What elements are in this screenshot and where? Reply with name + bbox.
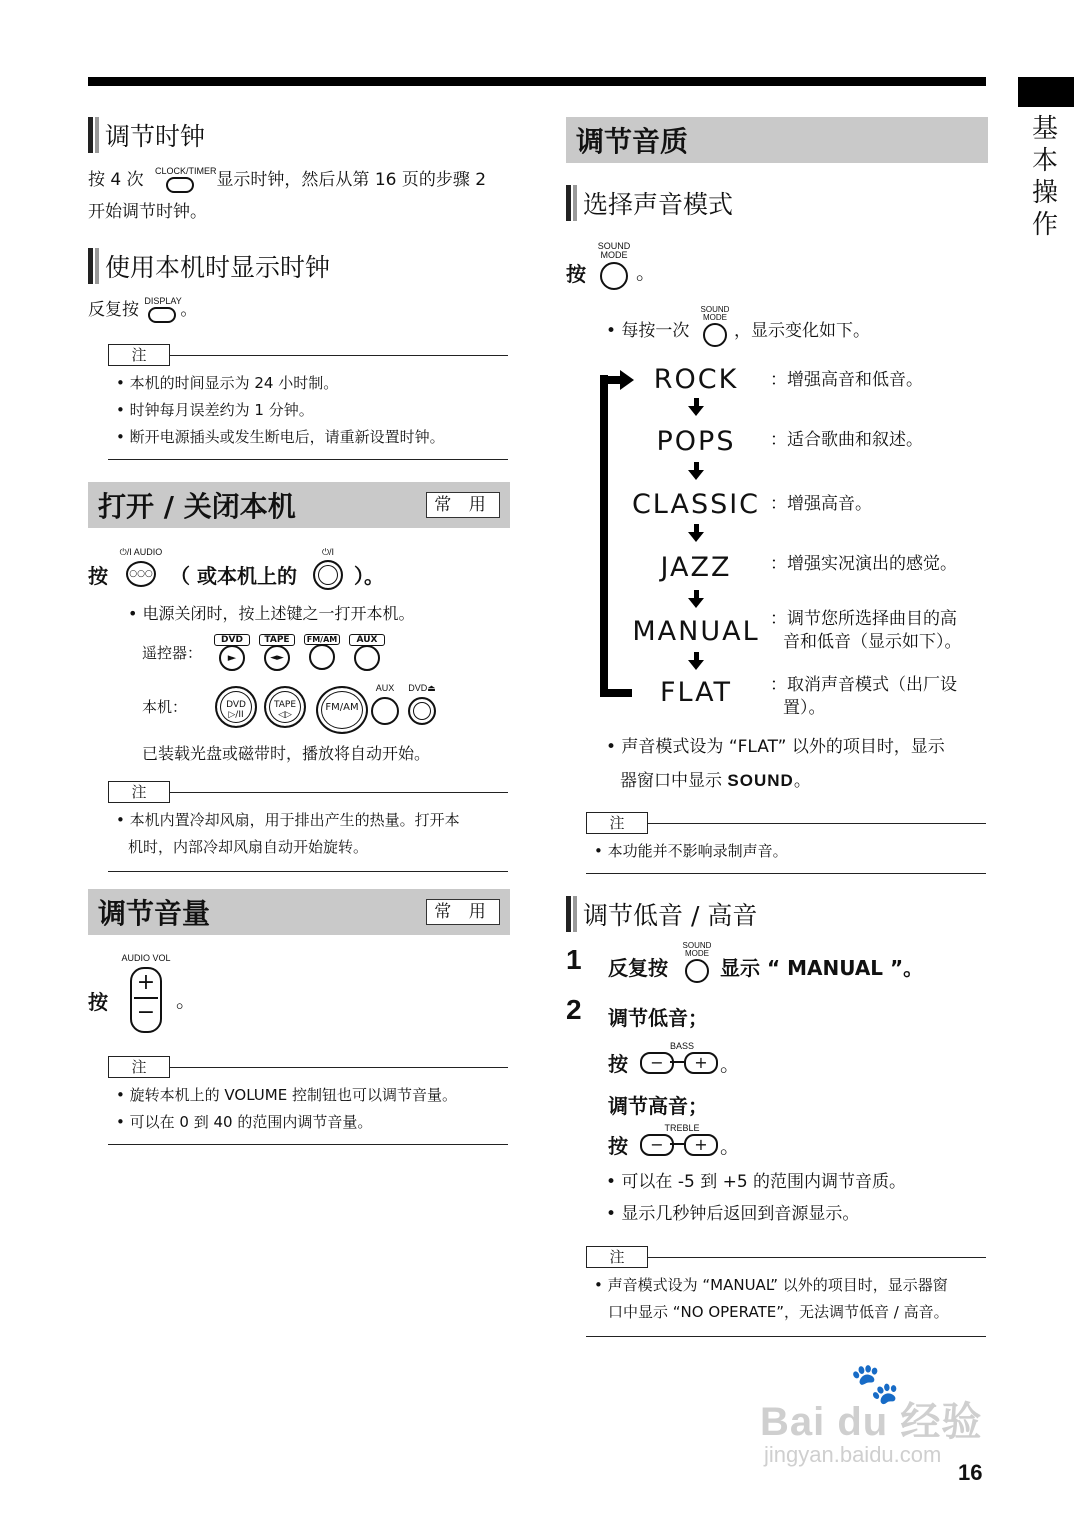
audio-vol-button[interactable]: AUDIO VOL + − xyxy=(118,954,174,1033)
sound-quality-header: 调节音质 xyxy=(566,117,988,163)
clock-adjust-text: 按 4 次 CLOCK/TIMER 显示时钟，然后从第 16 页的步骤 2 开始调节时钟。 xyxy=(88,166,487,222)
volume-instruction: 按 AUDIO VOL + − 。 xyxy=(88,954,388,1044)
unit-aux-button[interactable]: AUX xyxy=(370,684,400,725)
note-clock: 注 • 本机的时间显示为 24 小时制。 • 时钟每月误差约为 1 分钟。 • 断开电源插头或发生断电后，请重新设置时钟。 xyxy=(108,344,508,460)
remote-buttons-row: 遥控器： DVD ► TAPE ◄► FM/AM AUX xyxy=(142,634,502,674)
display-button[interactable]: DISPLAY xyxy=(144,297,180,323)
sound-mode-button-small[interactable]: SOUND MODE xyxy=(700,306,730,347)
treble-button[interactable]: TREBLE − + xyxy=(640,1124,724,1156)
arrow-down-icon xyxy=(688,398,704,416)
autoplay-text: 已装载光盘或磁带时，播放将自动开始。 xyxy=(142,744,431,763)
top-rule xyxy=(88,77,986,86)
unit-tape-button[interactable]: TAPE ◁▷ xyxy=(264,686,306,728)
side-tab-label: 基 本 操 作 xyxy=(1031,114,1058,240)
sound-mode-bullet: • 每按一次 SOUND MODE ，显示变化如下。 xyxy=(606,306,986,346)
bass-instruction: 按 BASS − + 。 xyxy=(608,1041,740,1076)
arrow-down-icon xyxy=(688,590,704,608)
sound-mode-button-step[interactable]: SOUND MODE xyxy=(680,942,714,983)
clock-display-text: 反复按 DISPLAY 。 xyxy=(88,294,197,326)
mode-classic-desc: ：增强高音。 xyxy=(770,494,872,514)
remote-aux-button[interactable]: AUX xyxy=(349,634,385,671)
mode-classic: CLASSIC xyxy=(631,489,761,520)
sound-mode-button[interactable]: SOUND MODE xyxy=(594,242,634,290)
remote-fmam-button[interactable]: FM/AM xyxy=(304,634,340,670)
page-number: 16 xyxy=(958,1460,983,1485)
power-audio-button[interactable]: ⏻/I AUDIO ○○○ xyxy=(116,548,166,587)
mode-jazz-desc: ：增强实况演出的感觉。 xyxy=(770,554,957,574)
common-tag: 常 用 xyxy=(426,899,500,925)
clock-display-heading: 使用本机时显示时钟 xyxy=(88,247,330,285)
power-instruction: 按 ⏻/I AUDIO ○○○ （ 或本机上的 ⏻/I ）。 xyxy=(88,547,384,588)
unit-buttons-row: 本机： DVD ▷/II TAPE ◁▷ FM/AM AUX DVD⏏ xyxy=(142,684,502,734)
mode-pops: POPS xyxy=(656,426,736,457)
mode-jazz: JAZZ xyxy=(660,552,732,583)
sound-mode-heading: 选择声音模式 xyxy=(566,184,733,222)
note-fan: 注 • 本机内置冷却风扇，用于排出产生的热量。打开本 机时，内部冷却风扇自动开始旋转。 xyxy=(108,781,508,872)
arrow-down-icon xyxy=(688,462,704,480)
paw-icon: 🐾 xyxy=(850,1362,900,1406)
mode-manual-desc: ：调节您所选择曲目的高 音和低音（显示如下）。 xyxy=(770,609,962,652)
bass-treble-heading: 调节低音 / 高音 xyxy=(566,895,757,933)
cycle-loop-line xyxy=(600,375,608,697)
unit-power-button[interactable]: ⏻/I xyxy=(310,548,346,590)
mode-pops-desc: ：适合歌曲和叙述。 xyxy=(770,430,923,450)
arrow-down-icon xyxy=(688,652,704,670)
mode-flat-desc: ：取消声音模式（出厂设 置）。 xyxy=(770,675,957,718)
unit-dvd-eject-button[interactable]: DVD⏏ xyxy=(406,684,438,725)
bass-button[interactable]: BASS − + xyxy=(640,1042,724,1074)
side-tab-block xyxy=(1018,77,1074,107)
note-recording: 注 • 本功能并不影响录制声音。 xyxy=(586,812,986,874)
clock-timer-button[interactable]: CLOCK/TIMER xyxy=(155,167,205,193)
step-1: 1 反复按 SOUND MODE 显示 “ MANUAL ”。 xyxy=(566,940,986,986)
note-volume: 注 • 旋转本机上的 VOLUME 控制钮也可以调节音量。 • 可以在 0 到 40 的范围内调节音量。 xyxy=(108,1056,508,1145)
unit-dvd-button[interactable]: DVD ▷/II xyxy=(215,686,257,728)
unit-fmam-button[interactable]: FM/AM xyxy=(316,686,368,734)
baidu-watermark: 🐾 Bai du 经验 jingyan.baidu.com xyxy=(760,1362,983,1467)
volume-section-header: 调节音量 常 用 xyxy=(88,889,510,935)
arrow-down-icon xyxy=(688,524,704,542)
sound-mode-instruction: 按 SOUND MODE 。 xyxy=(566,240,766,296)
power-section-header: 打开 / 关闭本机 常 用 xyxy=(88,482,510,528)
common-tag: 常 用 xyxy=(426,492,500,518)
remote-dvd-button[interactable]: DVD ► xyxy=(214,634,250,671)
mode-rock: ROCK xyxy=(653,364,739,395)
mode-flat: FLAT xyxy=(659,677,733,708)
mode-rock-desc: ：增强高音和低音。 xyxy=(770,370,923,390)
remote-tape-button[interactable]: TAPE ◄► xyxy=(259,634,295,671)
flat-note: • 声音模式设为 “FLAT” 以外的项目时，显示 器窗口中显示 SOUND。 xyxy=(606,737,945,791)
clock-adjust-heading: 调节时钟 xyxy=(88,116,205,154)
treble-instruction: 按 TREBLE − + 。 xyxy=(608,1123,740,1158)
power-bullet: • 电源关闭时，按上述键之一打开本机。 xyxy=(128,604,415,623)
step-2: 2 调节低音； xyxy=(566,994,708,1030)
treble-title: 调节高音； xyxy=(608,1094,708,1118)
bass-treble-bullets: • 可以在 -5 到 +5 的范围内调节音质。 • 显示几秒钟后返回到音源显示。 xyxy=(606,1172,907,1224)
note-manual: 注 • 声音模式设为 “MANUAL” 以外的项目时，显示器窗 口中显示 “NO OPERATE”，无法调节低音 / 高音。 xyxy=(586,1246,986,1337)
mode-manual: MANUAL xyxy=(632,616,760,647)
